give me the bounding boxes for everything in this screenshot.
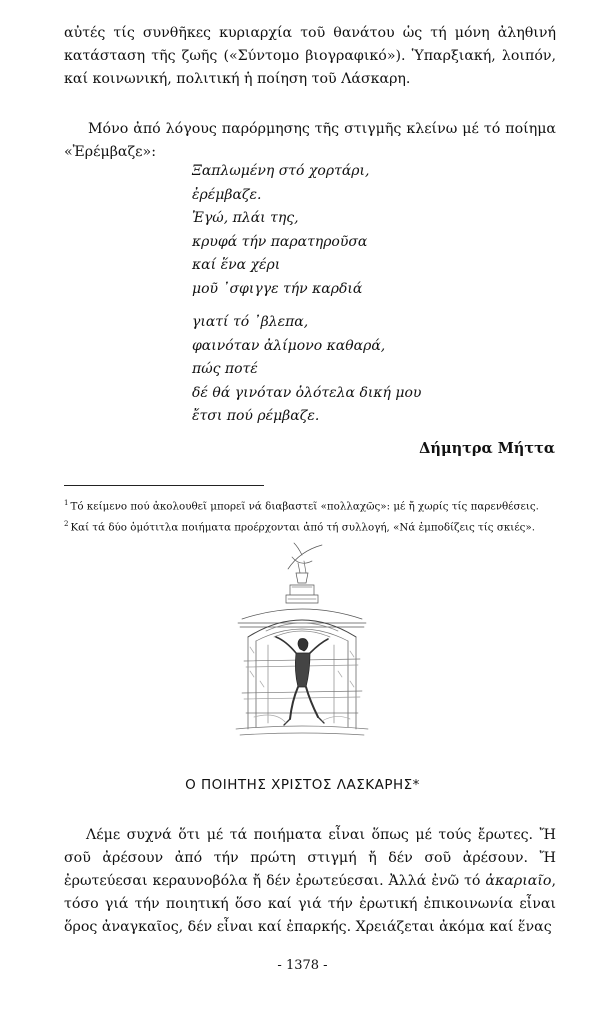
author-signature: Δήμητρα Μήττα [419,440,555,457]
poem-line: γιατί τό ᾿βλεπα, [192,314,309,330]
poem-line: μοῦ ᾿σφιγγε τήν καρδιά [192,280,363,297]
poem-line: Ξαπλωμένη στό χορτάρι, [192,163,370,179]
footnote-mark: 2 [64,520,69,528]
statue-sketch-icon [226,541,376,743]
poem-line: ἐρέμβαζε. [192,186,262,203]
footnote-divider [64,485,264,486]
poem-line: δέ θά γινόταν ὁλότελα δική μου [192,384,422,401]
poem-stanza-1 [192,160,522,301]
footnote-2 [64,517,564,534]
poem-stanza-2 [192,311,522,429]
section-title: Ο ΠΟΙΗΤΗΣ ΧΡΙΣΤΟΣ ΛΑΣΚΑΡΗΣ* [185,777,420,793]
poem-line: πώς ποτέ [192,361,258,377]
poem-line: ἔτσι πού ρέμβαζε. [192,408,320,424]
section-paragraph [64,824,556,939]
paragraph-text: , τόσο γιά τήν ποιητική ὅσο καί γιά τήν ἐρωτική ἐπικοινωνία εἶναι ὅρος ἀναγκαῖος, δέν εἶναι καί ἐπαρκής. Χρειάζεται ἀκόμα καί ἕνας [64,873,556,935]
intro-paragraph-1: αὐτές τίς συνθῆκες κυριαρχία τοῦ θανάτου ὡς τή μόνη ἀληθινή κατάσταση τῆς ζωῆς («Σύντομο βιογραφικό»). Ὑπαρξιακή, λοιπόν, καί κοινωνική, πολιτική ἡ ποίηση τοῦ Λάσκαρη. [64,25,556,87]
footnote-text: Καί τά δύο ὁμότιτλα ποιήματα προέρχονται ἀπό τή συλλογή, «Νά ἐμποδίζεις τίς σκιές». [70,521,536,534]
poem-line: φαινόταν ἀλίμονο καθαρά, [192,337,386,354]
italic-term: ἀκαριαῖο [485,873,552,889]
poem-line: καί ἕνα χέρι [192,257,281,273]
poem-line: Ἐγώ, πλάι της, [192,210,299,226]
intro-paragraph-2: Μόνο ἀπό λόγους παρόρμησης τῆς στιγμῆς κλείνω μέ τό ποίημα «Ἐρέμβαζε»: [64,121,556,160]
poem-line: κρυφά τήν παρατηροῦσα [192,233,368,250]
footnote-text: Τό κείμενο πού ἀκολουθεῖ μπορεῖ νά διαβαστεῖ «πολλαχῶς»: μέ ἤ χωρίς τίς παρενθέσεις. [70,500,539,513]
page-number: - 1378 - [277,958,328,973]
footnote-mark: 1 [64,499,69,507]
footnote-1 [64,496,564,513]
paragraph-text: Λέμε συχνά ὅτι μέ τά ποιήματα εἶναι ὅπως μέ τούς ἔρωτες. Ἤ σοῦ ἀρέσουν ἀπό τήν πρώτη στιγμή ἤ δέν σοῦ ἀρέσουν. Ἤ ἐρωτεύεσαι κεραυνοβόλα ἤ δέν ἐρωτεύεσαι. Ἀλλά ἐνῶ τό [64,827,556,889]
